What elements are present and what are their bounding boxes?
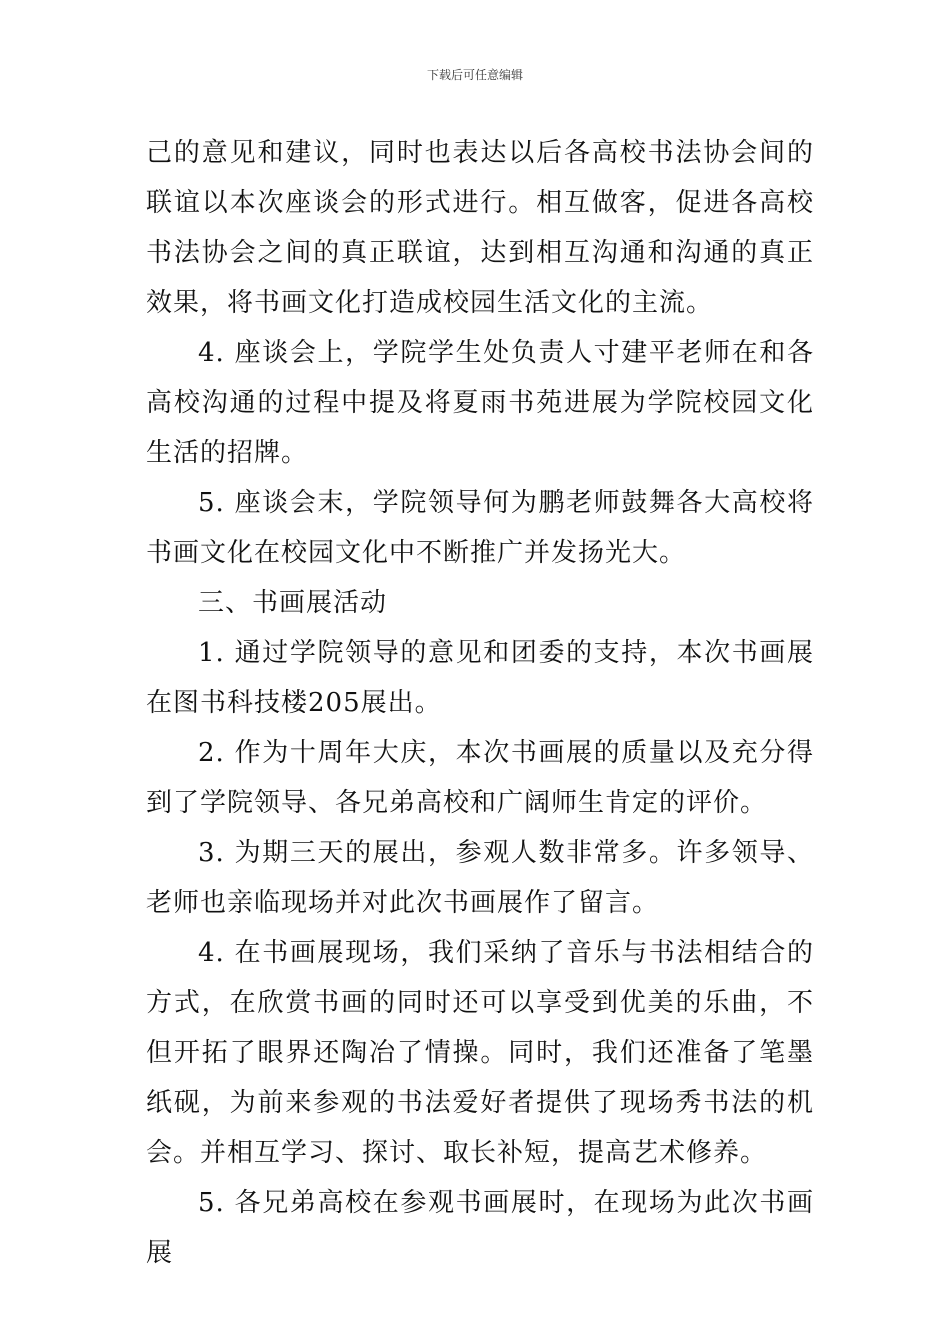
paragraph: 己的意见和建议，同时也表达以后各高校书法协会间的联谊以本次座谈会的形式进行。相互做客，促进各高校书法协会之间的真正联谊，达到相互沟通和沟通的真正效果，将书画文化打造成校园生活文化的主流。 — [146, 138, 814, 318]
paragraph: 4. 座谈会上，学院学生处负责人寸建平老师在和各高校沟通的过程中提及将夏雨书苑进展为学院校园文化生活的招牌。 — [146, 338, 814, 468]
paragraph: 5. 座谈会末，学院领导何为鹏老师鼓舞各大高校将书画文化在校园文化中不断推广并发扬光大。 — [146, 488, 814, 568]
page-header: 下载后可任意编辑 — [426, 68, 523, 82]
section-heading: 三、书画展活动 — [198, 588, 388, 618]
paragraph: 3. 为期三天的展出，参观人数非常多。许多领导、老师也亲临现场并对此次书画展作了留言。 — [146, 838, 814, 918]
paragraph: 5. 各兄弟高校在参观书画展时，在现场为此次书画展 — [146, 1188, 814, 1268]
paragraph: 2. 作为十周年大庆，本次书画展的质量以及充分得到了学院领导、各兄弟高校和广阔师生肯定的评价。 — [146, 738, 814, 818]
document-body — [146, 128, 814, 1278]
paragraph: 1. 通过学院领导的意见和团委的支持，本次书画展在图书科技楼205展出。 — [146, 638, 814, 718]
paragraph: 4. 在书画展现场，我们采纳了音乐与书法相结合的方式，在欣赏书画的同时还可以享受到优美的乐曲，不但开拓了眼界还陶冶了情操。同时，我们还准备了笔墨纸砚，为前来参观的书法爱好者提供了现场秀书法的机会。并相互学习、探讨、取长补短，提高艺术修养。 — [146, 938, 814, 1168]
